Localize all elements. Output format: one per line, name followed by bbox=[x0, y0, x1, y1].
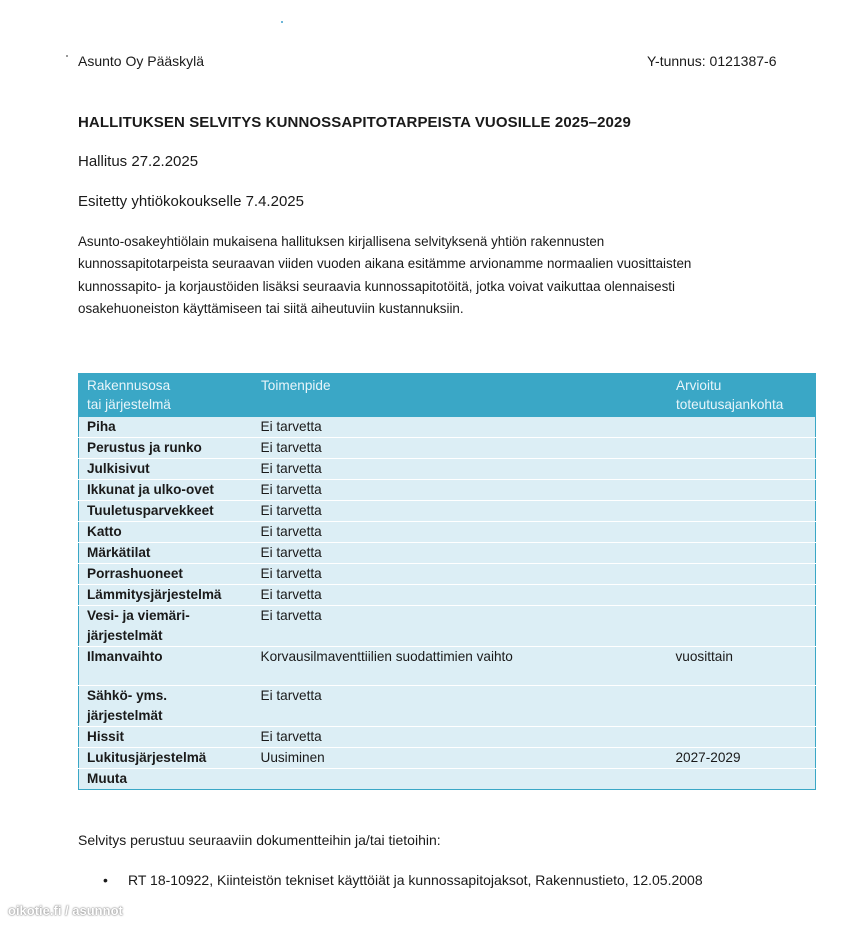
row-part: Sähkö- yms. järjestelmät bbox=[79, 686, 253, 727]
table-row bbox=[79, 606, 816, 647]
table-row bbox=[79, 459, 816, 480]
table-row bbox=[79, 543, 816, 564]
row-part: Ilmanvaihto bbox=[79, 647, 253, 686]
scan-speck bbox=[281, 21, 283, 23]
company-name: Asunto Oy Pääskylä bbox=[78, 53, 205, 69]
table-row bbox=[79, 522, 816, 543]
row-timing bbox=[668, 686, 816, 727]
intro-line: kunnossapitotarpeista seuraavan viiden vuoden aikana esitämme arvionamme normaalien vuosittaisten bbox=[78, 256, 692, 272]
row-part: Märkätilat bbox=[79, 543, 253, 564]
row-action: Ei tarvetta bbox=[253, 543, 668, 564]
watermark: oikotie.fi / asunnot bbox=[8, 903, 123, 918]
row-part: Julkisivut bbox=[79, 459, 253, 480]
intro-paragraph bbox=[78, 231, 798, 320]
table-row bbox=[79, 501, 816, 522]
header-action: Toimenpide bbox=[253, 374, 668, 417]
table-row bbox=[79, 748, 816, 769]
intro-line: kunnossapito- ja korjaustöiden lisäksi seuraavia kunnossapitotöitä, jotka voivat vaikuttaa olennaisesti bbox=[78, 278, 675, 294]
row-part: Piha bbox=[79, 417, 253, 438]
table-row bbox=[79, 727, 816, 748]
row-action: Ei tarvetta bbox=[253, 480, 668, 501]
row-part: Vesi- ja viemäri- järjestelmät bbox=[79, 606, 253, 647]
row-action: Uusiminen bbox=[253, 748, 668, 769]
row-timing bbox=[668, 501, 816, 522]
table-row bbox=[79, 647, 816, 686]
table-row bbox=[79, 480, 816, 501]
row-timing: 2027-2029 bbox=[668, 748, 816, 769]
row-action: Korvausilmaventtiilien suodattimien vaihto bbox=[253, 647, 668, 686]
row-part: Porrashuoneet bbox=[79, 564, 253, 585]
table-row bbox=[79, 417, 816, 438]
row-part: Lukitusjärjestelmä bbox=[79, 748, 253, 769]
row-timing bbox=[668, 522, 816, 543]
source-list-item bbox=[103, 872, 703, 888]
row-action: Ei tarvetta bbox=[253, 564, 668, 585]
row-action: Ei tarvetta bbox=[253, 417, 668, 438]
board-date: Hallitus 27.2.2025 bbox=[78, 153, 199, 170]
header-part bbox=[79, 374, 253, 417]
intro-line: osakehuoneiston käyttämiseen tai siitä aiheutuviin kustannuksiin. bbox=[78, 300, 464, 316]
row-part: Lämmitysjärjestelmä bbox=[79, 585, 253, 606]
document-title: HALLITUKSEN SELVITYS KUNNOSSAPITOTARPEISTA VUOSILLE 2025–2029 bbox=[78, 114, 631, 131]
table-header-row bbox=[79, 374, 816, 417]
row-part: Perustus ja runko bbox=[79, 438, 253, 459]
header-timing bbox=[668, 374, 816, 417]
row-timing bbox=[668, 727, 816, 748]
header-timing-line1: Arvioitu bbox=[676, 378, 722, 393]
basis-text: Selvitys perustuu seuraaviin dokumentteihin ja/tai tietoihin: bbox=[78, 832, 441, 848]
maintenance-table bbox=[78, 373, 816, 790]
row-timing bbox=[668, 564, 816, 585]
table-row bbox=[79, 585, 816, 606]
table-row bbox=[79, 686, 816, 727]
row-action: Ei tarvetta bbox=[253, 727, 668, 748]
row-part: Hissit bbox=[79, 727, 253, 748]
source-text: RT 18-10922, Kiinteistön tekniset käyttöiät ja kunnossapitojaksot, Rakennustieto, 12.05.2008 bbox=[128, 872, 703, 888]
row-action: Ei tarvetta bbox=[253, 501, 668, 522]
row-timing bbox=[668, 459, 816, 480]
row-timing bbox=[668, 769, 816, 790]
row-part: Muuta bbox=[79, 769, 253, 790]
header-part-line1: Rakennusosa bbox=[87, 378, 171, 393]
row-part: Ikkunat ja ulko-ovet bbox=[79, 480, 253, 501]
row-action bbox=[253, 769, 668, 790]
row-part: Tuuletusparvekkeet bbox=[79, 501, 253, 522]
row-action: Ei tarvetta bbox=[253, 459, 668, 480]
header-timing-line2: toteutusajankohta bbox=[676, 397, 784, 412]
presented-date: Esitetty yhtiökokoukselle 7.4.2025 bbox=[78, 193, 304, 210]
header-part-line2: tai järjestelmä bbox=[87, 397, 171, 412]
row-timing bbox=[668, 543, 816, 564]
row-action: Ei tarvetta bbox=[253, 522, 668, 543]
scan-speck bbox=[66, 55, 68, 57]
row-timing bbox=[668, 606, 816, 647]
row-timing: vuosittain bbox=[668, 647, 816, 686]
row-action: Ei tarvetta bbox=[253, 686, 668, 727]
row-action: Ei tarvetta bbox=[253, 606, 668, 647]
row-timing bbox=[668, 585, 816, 606]
bullet-icon: • bbox=[103, 872, 108, 888]
intro-line: Asunto-osakeyhtiölain mukaisena hallituksen kirjallisena selvityksenä yhtiön rakennusten bbox=[78, 234, 605, 249]
row-timing bbox=[668, 417, 816, 438]
business-id: Y-tunnus: 0121387-6 bbox=[647, 53, 777, 69]
table-row bbox=[79, 438, 816, 459]
row-part: Katto bbox=[79, 522, 253, 543]
row-timing bbox=[668, 480, 816, 501]
table-row bbox=[79, 769, 816, 790]
row-action: Ei tarvetta bbox=[253, 438, 668, 459]
table-row bbox=[79, 564, 816, 585]
row-timing bbox=[668, 438, 816, 459]
row-action: Ei tarvetta bbox=[253, 585, 668, 606]
